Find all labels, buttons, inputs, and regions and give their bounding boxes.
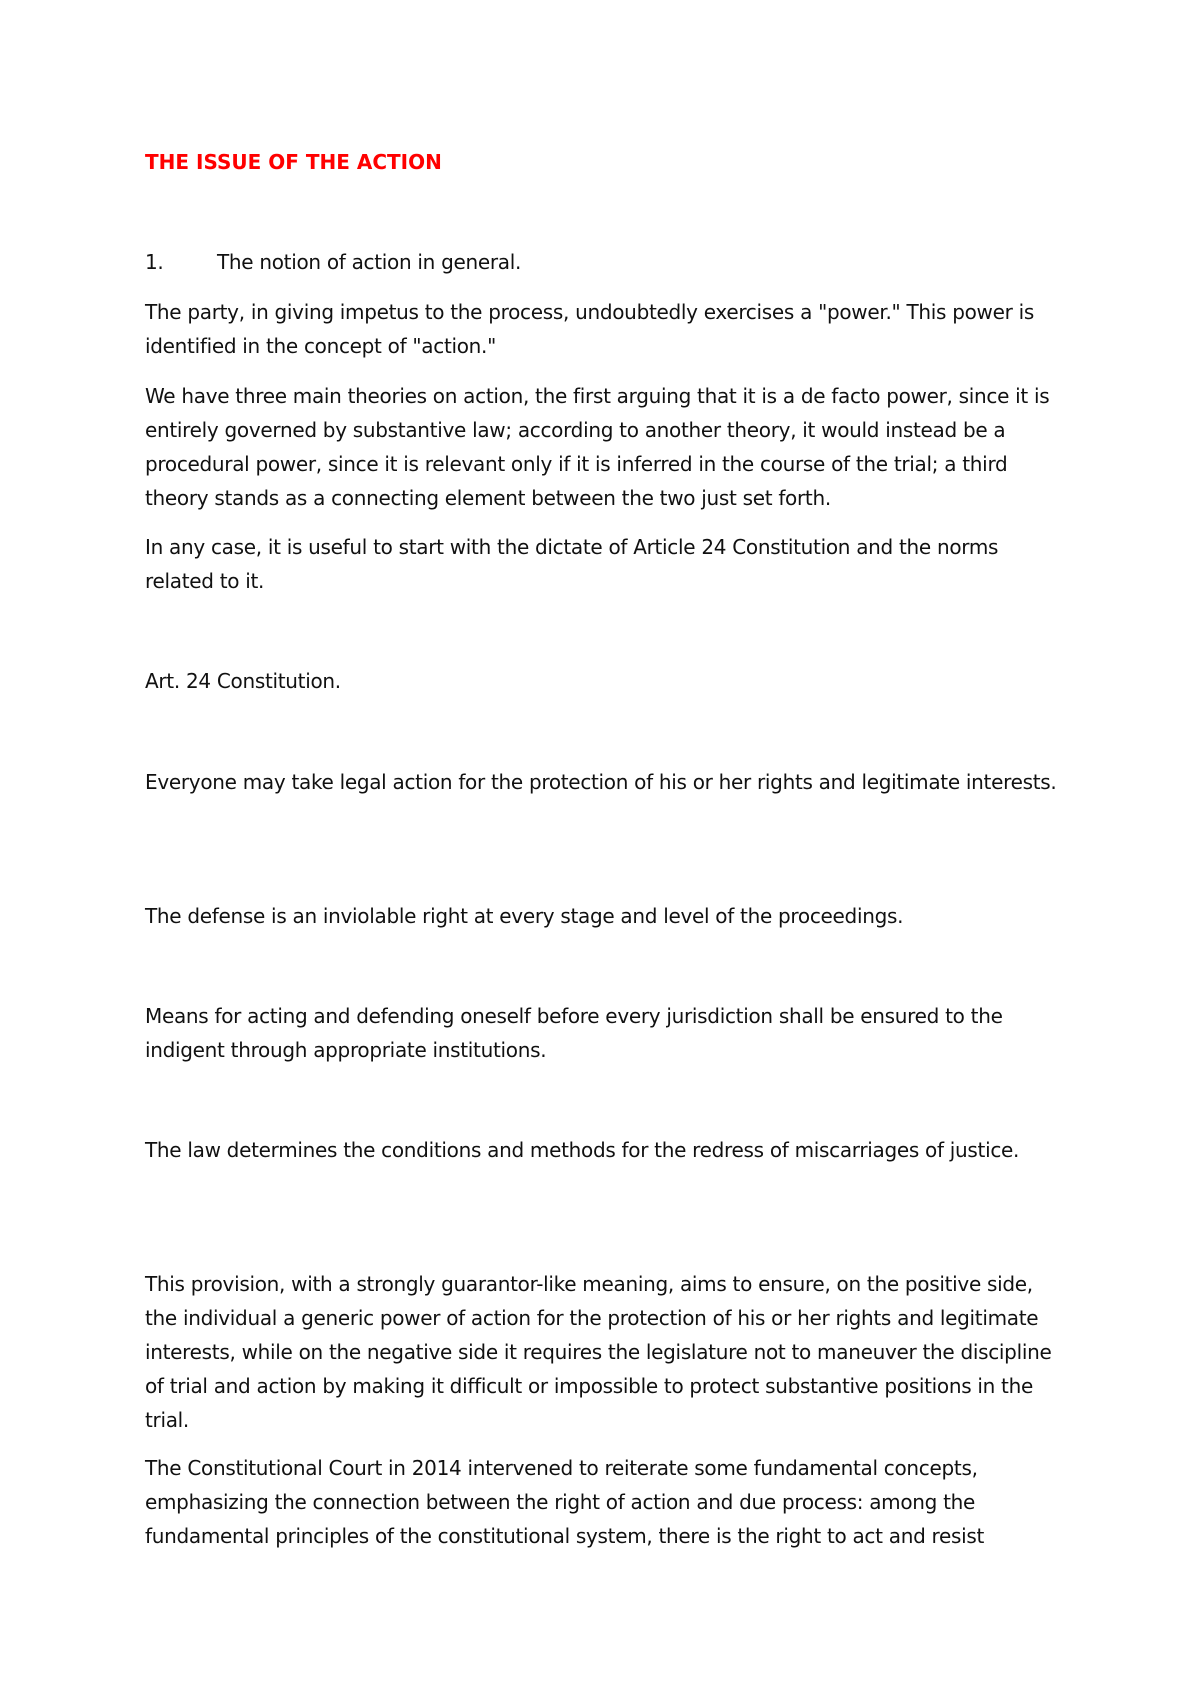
article-clause-1: Everyone may take legal action for the protection of his or her rights and legitimate interests. [145,770,1057,794]
document-title: THE ISSUE OF THE ACTION [145,150,442,174]
article-heading: Art. 24 Constitution. [145,669,341,693]
section-number: 1. [145,250,164,274]
paragraph-3: In any case, it is useful to start with the dictate of Article 24 Constitution and the norms related to it. [145,535,999,593]
article-clause-4: The law determines the conditions and methods for the redress of miscarriages of justice. [145,1138,1020,1162]
commentary-paragraph-2: The Constitutional Court in 2014 intervened to reiterate some fundamental concepts, emphasizing the connection between the right of action and due process: among the fundamental principles of the constitutional system, there is the right to act and resist [145,1456,985,1548]
article-clause-3: Means for acting and defending oneself before every jurisdiction shall be ensured to the indigent through appropriate institutions. [145,1004,1003,1062]
section-heading-text: The notion of action in general. [217,250,522,274]
article-clause-2: The defense is an inviolable right at every stage and level of the proceedings. [145,904,904,928]
section-heading [145,245,1070,279]
commentary-paragraph-1: This provision, with a strongly guarantor-like meaning, aims to ensure, on the positive side, the individual a generic power of action for the protection of his or her rights and legitimate interests, while on the negative side it requires the legislature not to maneuver the discipline of trial and action by making it difficult or impossible to protect substantive positions in the trial. [145,1272,1052,1432]
paragraph-1: The party, in giving impetus to the process, undoubtedly exercises a "power." This power is identified in the concept of "action." [145,300,1034,358]
paragraph-2: We have three main theories on action, the first arguing that it is a de facto power, since it is entirely governed by substantive law; according to another theory, it would instead be a procedural power, since it is relevant only if it is inferred in the course of the trial; a third theory stands as a connecting element between the two just set forth. [145,384,1050,510]
